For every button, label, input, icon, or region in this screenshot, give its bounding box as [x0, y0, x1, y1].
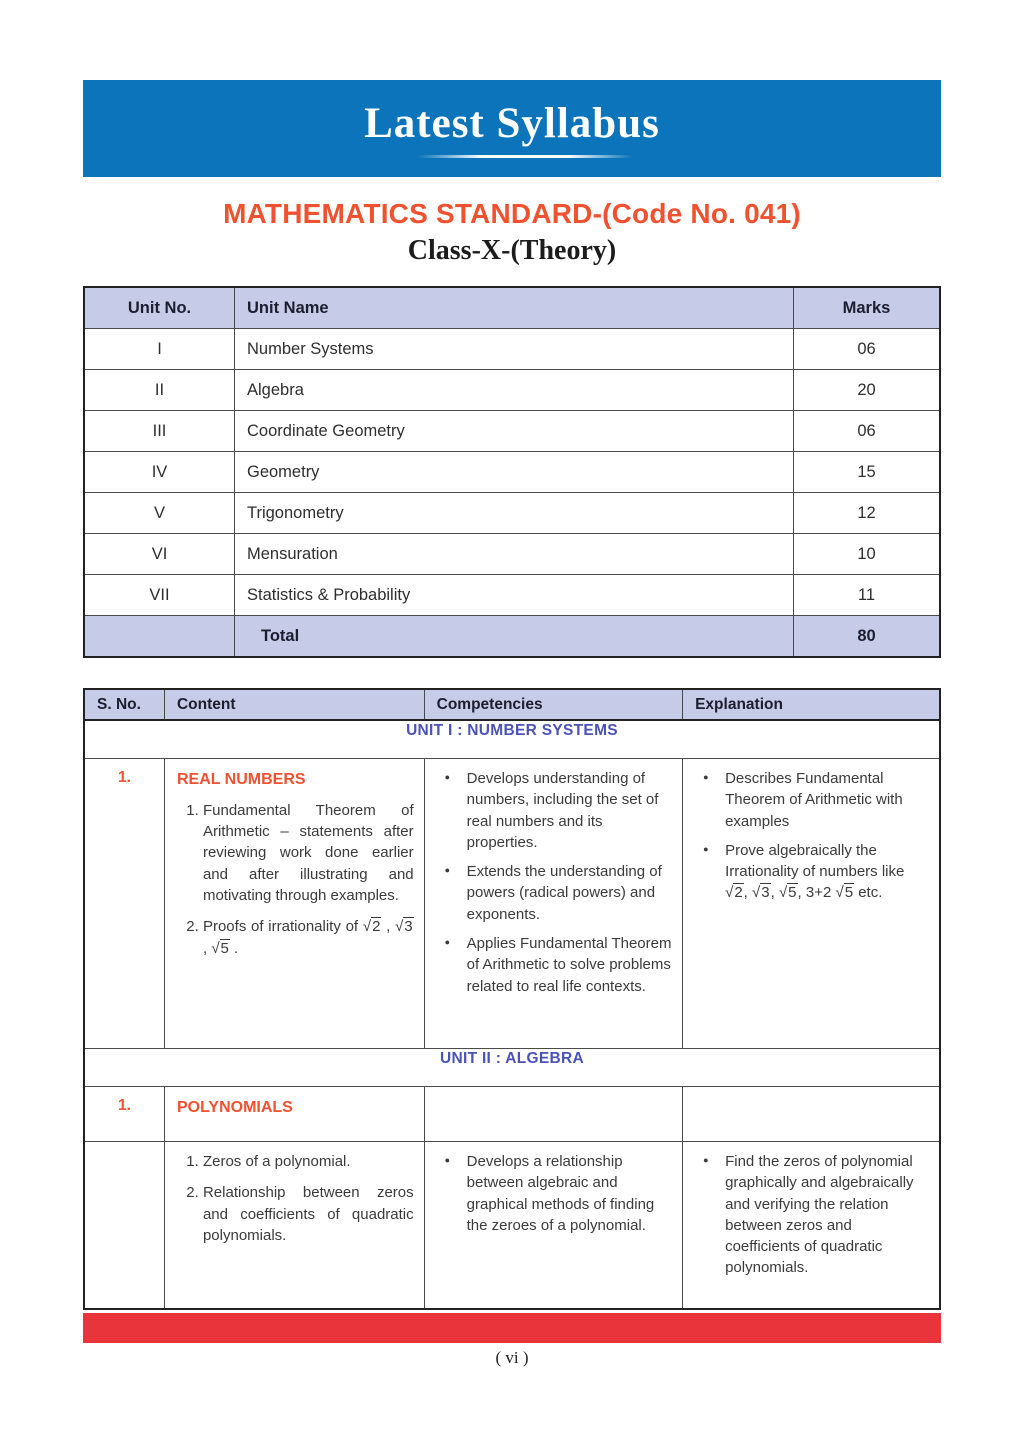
bullet-item: ● Describes Fundamental Theorem of Arithmetic with examples [701, 768, 929, 832]
sno-cell: 1. [84, 759, 164, 1049]
syllabus-table-header [84, 689, 940, 720]
unit-no-cell: IV [84, 452, 235, 493]
total-label: Total [235, 616, 794, 658]
unit-no-cell: II [84, 370, 235, 411]
unit-name-cell: Coordinate Geometry [235, 411, 794, 452]
bullet-item: ● Extends the understanding of powers (radical powers) and exponents. [443, 861, 672, 925]
content-list [177, 1151, 414, 1246]
header-explanation: Explanation [683, 689, 940, 720]
explanation-list [695, 768, 929, 904]
unit-no-cell: V [84, 493, 235, 534]
unit-marks-cell: 11 [794, 575, 941, 616]
content-cell [164, 1142, 424, 1310]
competencies-cell [424, 1142, 682, 1310]
header-competencies: Competencies [424, 689, 682, 720]
explanation-cell [683, 1087, 940, 1142]
sqrt-expression: √5 [835, 884, 854, 902]
bullet-item: ● Applies Fundamental Theorem of Arithmetic to solve problems related to real life contexts. [443, 933, 672, 997]
header-content: Content [164, 689, 424, 720]
total-row [84, 616, 940, 658]
unit-marks-cell: 06 [794, 329, 941, 370]
sqrt-expression: √5 [211, 939, 229, 957]
total-marks: 80 [794, 616, 941, 658]
topic-row [84, 759, 940, 1049]
banner-underline-decoration [417, 155, 632, 158]
sqrt-expression: √2 [362, 918, 381, 936]
header-unit-no: Unit No. [84, 287, 235, 329]
topic-row [84, 1087, 940, 1142]
content-item: 1. Zeros of a polynomial. [203, 1151, 414, 1172]
unit-name-cell: Geometry [235, 452, 794, 493]
competencies-cell [424, 759, 682, 1049]
unit-marks-cell: 15 [794, 452, 941, 493]
marks-table-row [84, 329, 940, 370]
unit-name-cell: Statistics & Probability [235, 575, 794, 616]
unit-marks-cell: 12 [794, 493, 941, 534]
sqrt-expression: √3 [752, 884, 770, 902]
unit-banner-label: UNIT I : NUMBER SYSTEMS [84, 720, 940, 759]
marks-table-row [84, 575, 940, 616]
competencies-list [437, 1151, 672, 1236]
total-empty-cell [84, 616, 235, 658]
topic-title: REAL NUMBERS [176, 771, 306, 788]
content-cell [164, 1087, 424, 1142]
marks-table-header-row [84, 287, 940, 329]
content-list [177, 800, 414, 959]
content-item: 1. Fundamental Theorem of Arithmetic – statements after reviewing work done earlier and after illustrating and motivating through examples. [203, 800, 414, 906]
unit-marks-cell: 06 [794, 411, 941, 452]
sqrt-expression: √5 [778, 884, 797, 902]
bullet-item: ● Find the zeros of polynomial graphically and algebraically and verifying the relation between zeros and coefficients of quadratic polynomials. [701, 1151, 929, 1279]
explanation-cell [683, 1142, 940, 1310]
explanation-list [695, 1151, 929, 1279]
sno-cell [84, 1142, 164, 1310]
footer-bar [83, 1313, 941, 1343]
marks-table-row [84, 370, 940, 411]
content-item: 2. Relationship between zeros and coefficients of quadratic polynomials. [203, 1182, 414, 1246]
header-s-no: S. No. [84, 689, 164, 720]
marks-table-row [84, 493, 940, 534]
unit-banner-label: UNIT II : ALGEBRA [84, 1049, 940, 1087]
marks-table [83, 286, 941, 658]
content-cell [164, 759, 424, 1049]
marks-table-row [84, 452, 940, 493]
bullet-item: ● Develops a relationship between algebraic and graphical methods of finding the zeroes of a polynomial. [443, 1151, 672, 1236]
unit-no-cell: VII [84, 575, 235, 616]
header-unit-name: Unit Name [235, 287, 794, 329]
banner-title: Latest Syllabus [364, 100, 660, 147]
marks-table-row [84, 411, 940, 452]
sqrt-expression: √3 [395, 918, 413, 936]
page-number: ( vi ) [495, 1348, 529, 1367]
unit-banner-row [84, 720, 940, 759]
marks-table-footer [84, 616, 940, 658]
document-subtitle: Class-X-(Theory) [407, 235, 617, 266]
unit-name-cell: Trigonometry [235, 493, 794, 534]
sqrt-expression: √2 [725, 884, 743, 902]
competencies-cell [424, 1087, 682, 1142]
content-item: 2. Proofs of irrationality of √2 , √3 , √5 . [203, 916, 414, 959]
unit-name-cell: Algebra [235, 370, 794, 411]
header-marks: Marks [794, 287, 941, 329]
topic-title: POLYNOMIALS [176, 1099, 293, 1116]
unit-marks-cell: 20 [794, 370, 941, 411]
unit-no-cell: III [84, 411, 235, 452]
syllabus-table-header-row [84, 689, 940, 720]
marks-table-header [84, 287, 940, 329]
competencies-list [437, 768, 672, 997]
unit-name-cell: Number Systems [235, 329, 794, 370]
marks-table-body [84, 329, 940, 616]
marks-table-row [84, 534, 940, 575]
unit-marks-cell: 10 [794, 534, 941, 575]
unit-no-cell: VI [84, 534, 235, 575]
topic-row [84, 1142, 940, 1310]
syllabus-table [83, 688, 941, 1310]
unit-name-cell: Mensuration [235, 534, 794, 575]
syllabus-table-body [84, 720, 940, 1309]
unit-no-cell: I [84, 329, 235, 370]
sno-cell: 1. [84, 1087, 164, 1142]
explanation-cell [683, 759, 940, 1049]
banner [83, 80, 941, 177]
bullet-item: ● Develops understanding of numbers, including the set of real numbers and its properties. [443, 768, 672, 853]
unit-banner-row [84, 1049, 940, 1087]
document-title: MATHEMATICS STANDARD-(Code No. 041) [223, 198, 801, 229]
bullet-item: ● Prove algebraically the Irrationality of numbers like √2, √3, √5, 3+2 √5 etc. [701, 840, 929, 904]
